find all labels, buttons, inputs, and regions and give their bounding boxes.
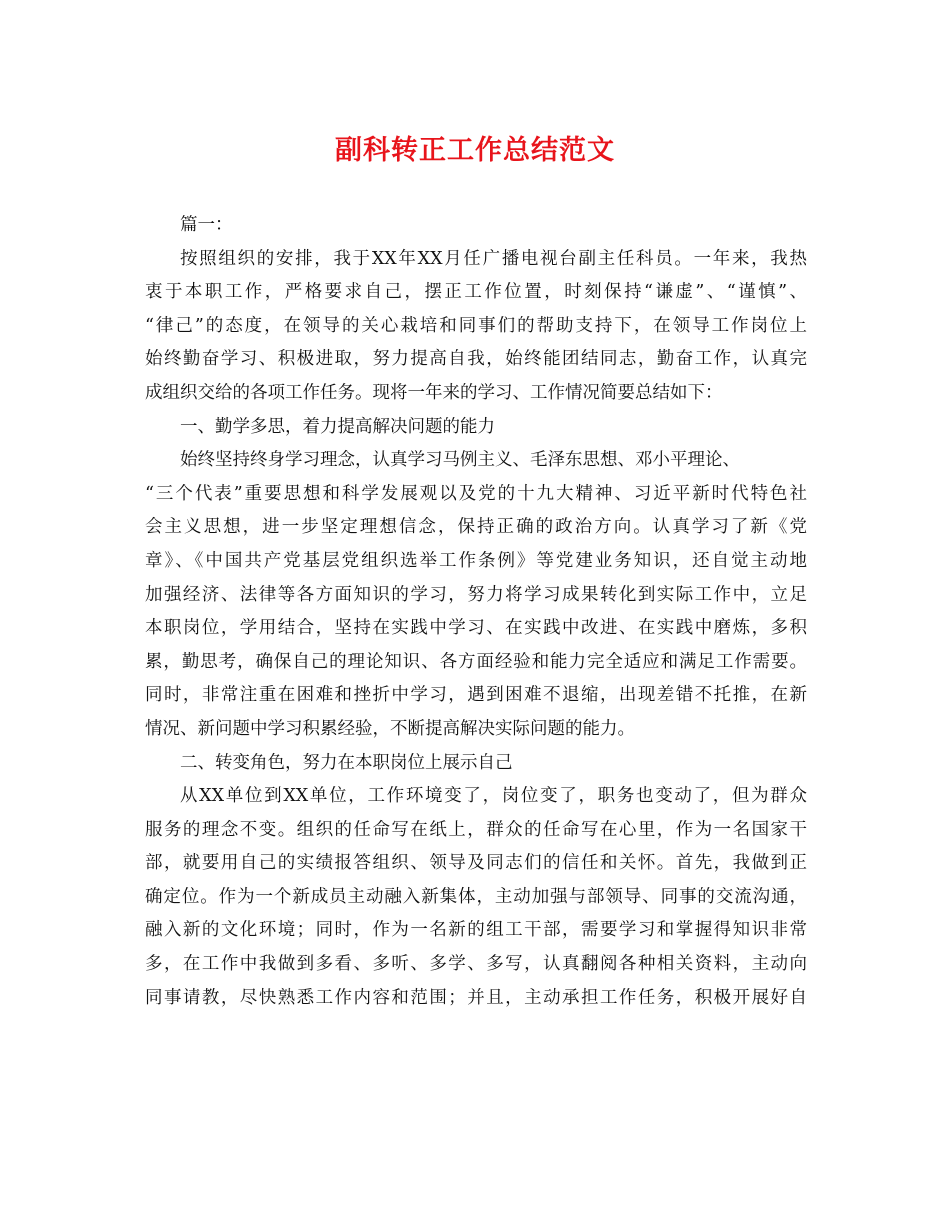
text-line: 累，勤思考，确保自己的理论知识、各方面经验和能力完全适应和满足工作需要。 (145, 651, 807, 672)
text-line: 本职岗位，学用结合，坚持在实践中学习、在实践中改进、在实践中磨炼，多积 (145, 618, 807, 639)
text-line: “三个代表”重要思想和科学发展观以及党的十九大精神、习近平新时代特色社 (145, 483, 807, 504)
text-line: 一、勤学多思，着力提高解决问题的能力 (180, 416, 495, 437)
text-line: 成组织交给的各项工作任务。现将一年来的学习、工作情况简要总结如下： (145, 382, 723, 403)
text-line: 按照组织的安排，我于XX年XX月任广播电视台副主任科员。一年来，我热 (180, 248, 807, 269)
text-line: 确定位。作为一个新成员主动融入新集体，主动加强与部领导、同事的交流沟通， (145, 886, 807, 907)
text-line: 衷于本职工作，严格要求自己，摆正工作位置，时刻保持“谦虚”、“谨慎”、 (145, 282, 807, 303)
text-line: 篇一： (180, 215, 233, 235)
text-line: 章》、《中国共产党基层党组织选举工作条例》等党建业务知识，还自觉主动地 (145, 550, 807, 571)
text-line: 部，就要用自己的实绩报答组织、领导及同志们的信任和关怀。首先，我做到正 (145, 853, 807, 874)
text-line: 始终坚持终身学习理念，认真学习马例主义、毛泽东思想、邓小平理论、 (180, 450, 740, 471)
text-line: 融入新的文化环境；同时，作为一名新的组工干部，需要学习和掌握得知识非常 (145, 920, 807, 941)
text-line: “律己”的态度，在领导的关心栽培和同事们的帮助支持下，在领导工作岗位上 (145, 315, 807, 336)
text-line: 服务的理念不变。组织的任命写在纸上，群众的任命写在心里，作为一名国家干 (145, 819, 807, 840)
text-line: 会主义思想，进一步坚定理想信念，保持正确的政治方向。认真学习了新《党 (145, 517, 807, 538)
text-line: 同时，非常注重在困难和挫折中学习，遇到困难不退缩，出现差错不托推，在新 (145, 685, 807, 706)
text-line: 同事请教，尽快熟悉工作内容和范围；并且，主动承担工作任务，积极开展好自 (145, 987, 807, 1008)
text-line: 多，在工作中我做到多看、多听、多学、多写，认真翻阅各种相关资料，主动向 (145, 954, 807, 975)
document-body (145, 209, 807, 1015)
document-title: 副科转正工作总结范文 (335, 135, 615, 166)
text-line: 二、转变角色，努力在本职岗位上展示自己 (180, 752, 513, 773)
text-line: 加强经济、法律等各方面知识的学习，努力将学习成果转化到实际工作中，立足 (145, 584, 807, 605)
text-line: 从XX单位到XX单位，工作环境变了，岗位变了，职务也变动了，但为群众 (180, 786, 807, 807)
text-line: 始终勤奋学习、积极进取，努力提高自我，始终能团结同志，勤奋工作，认真完 (145, 349, 807, 370)
text-line: 情况、新问题中学习积累经验，不断提高解决实际问题的能力。 (145, 718, 635, 739)
